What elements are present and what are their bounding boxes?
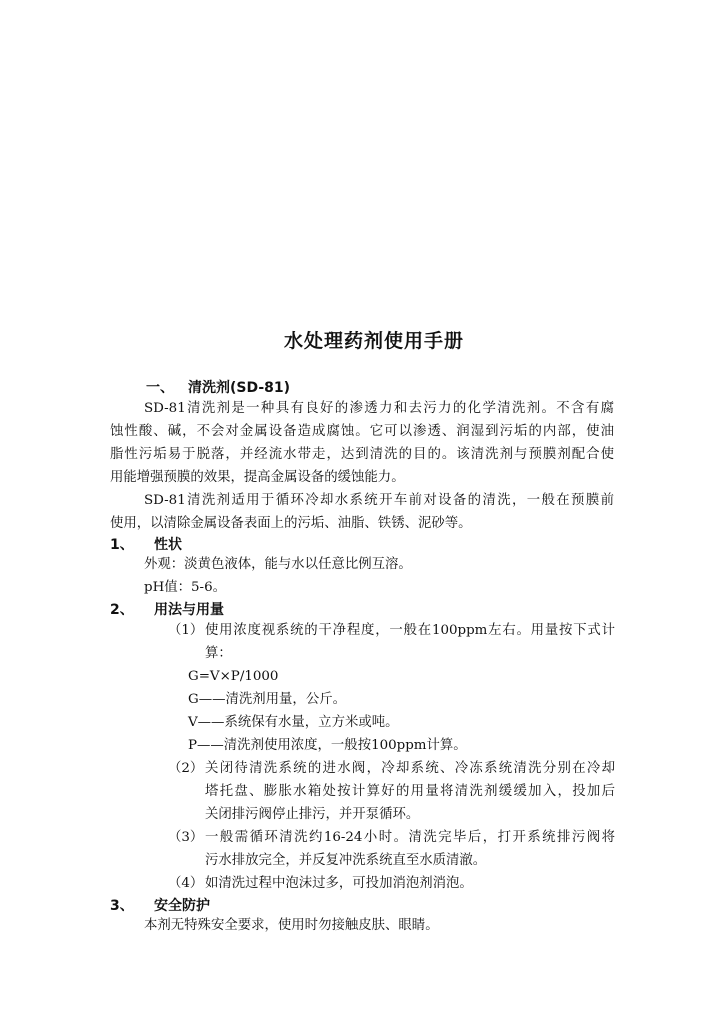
- section-1-title: 清洗剂(SD-81): [188, 380, 291, 396]
- item-3-line-1: 一般需循环清洗约16-24小时。清洗完毕后，打开系统排污阀将: [205, 830, 615, 845]
- item-3-line-2: 污水排放完全，并反复冲洗系统直至水质清澈。: [205, 853, 487, 868]
- subsection-1-title: 性状: [154, 537, 182, 553]
- subsection-3-number: 3、: [110, 898, 134, 914]
- definition-p: P——清洗剂使用浓度，一般按100ppm计算。: [188, 738, 467, 753]
- item-4-line: 如清洗过程中泡沫过多，可投加消泡剂消泡。: [205, 876, 473, 891]
- item-1-line-1: 使用浓度视系统的干净程度，一般在100ppm左右。用量按下式计: [205, 623, 615, 638]
- section-1-heading: [146, 377, 291, 397]
- item-1-label: （1）: [168, 623, 204, 638]
- subsection-2-number: 2、: [110, 602, 134, 618]
- definition-v: V——系统保有水量，立方米或吨。: [188, 715, 399, 730]
- item-2-line-2: 塔托盘、膨胀水箱处按计算好的用量将清洗剂缓缓加入，投加后: [205, 784, 615, 799]
- para2-line-2: 使用，以清除金属设备表面上的污垢、油脂、铁锈、泥砂等。: [110, 516, 472, 531]
- para2-line-1: SD-81清洗剂适用于循环冷却水系统开车前对设备的清洗，一般在预膜前: [144, 493, 614, 508]
- ph-line: pH值：5-6。: [144, 580, 226, 595]
- subsection-1-heading: [110, 534, 182, 554]
- subsection-3-heading: [110, 895, 210, 915]
- para1-line-2: 蚀性酸、碱，不会对金属设备造成腐蚀。它可以渗透、润湿到污垢的内部，使油: [110, 424, 614, 439]
- section-1-number: 一、: [146, 380, 174, 396]
- formula-line: G=V×P/1000: [188, 669, 279, 684]
- item-1-line-2: 算：: [205, 646, 232, 661]
- item-2-label: （2）: [168, 761, 204, 776]
- subsection-2-title: 用法与用量: [154, 602, 224, 618]
- item-2-line-3: 关闭排污阀停止排污，并开泵循环。: [205, 807, 420, 822]
- subsection-2-heading: [110, 599, 224, 619]
- item-2-line-1: 关闭待清洗系统的进水阀，冷却系统、冷冻系统清洗分别在冷却: [205, 761, 615, 776]
- appearance-line: 外观：淡黄色液体，能与水以任意比例互溶。: [144, 557, 412, 572]
- item-3-label: （3）: [168, 830, 204, 845]
- subsection-3-title: 安全防护: [154, 898, 210, 914]
- para1-line-3: 脂性污垢易于脱落，并经流水带走，达到清洗的目的。该清洗剂与预膜剂配合使: [110, 447, 614, 462]
- para1-line-4: 用能增强预膜的效果，提高金属设备的缓蚀能力。: [110, 470, 405, 485]
- para1-line-1: SD-81清洗剂是一种具有良好的渗透力和去污力的化学清洗剂。不含有腐: [144, 401, 614, 416]
- definition-g: G——清洗剂用量，公斤。: [188, 692, 346, 707]
- document-title: 水处理药剂使用手册: [283, 330, 464, 352]
- item-4-label: （4）: [168, 876, 204, 891]
- safety-text: 本剂无特殊安全要求，使用时勿接触皮肤、眼睛。: [144, 918, 439, 933]
- subsection-1-number: 1、: [110, 537, 134, 553]
